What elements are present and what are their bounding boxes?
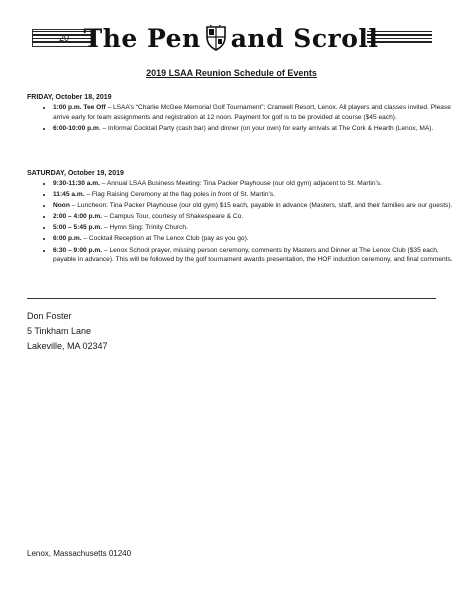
event-text: – Cocktail Reception at The Lenox Club (pay as you go). xyxy=(81,235,249,243)
address-street: 5 Tinkham Lane xyxy=(27,326,92,336)
event-text: – LSAA’s “Charlie McGee Memorial Golf Tournament”; Cranwell Resort, Lenox. All players and classes invited. Please arrive early for team assignments and registration at 12 noon. Payment for golf is to be provided at course ($45 each). xyxy=(53,104,451,121)
event-text: – Luncheon: Tina Packer Playhouse (our old gym) $15 each, payable in advance (Masters, staff, and their families are our guests). xyxy=(69,202,453,210)
list-item xyxy=(53,234,453,244)
event-time: 9:30-11:30 a.m. xyxy=(53,180,100,187)
event-text: – Campus Tour, courtesy of Shakespeare & Co. xyxy=(102,213,244,221)
address-name: Don Foster xyxy=(27,311,72,321)
list-item xyxy=(53,201,453,211)
section-divider xyxy=(27,298,436,299)
masthead xyxy=(83,18,379,58)
event-text: – Flag Raising Ceremony at the flag poles in front of St. Martin’s. xyxy=(84,191,275,199)
event-time: 6:30 – 9:00 p.m. xyxy=(53,246,103,254)
event-time: 11:45 a.m. xyxy=(53,191,85,199)
event-time: 1:00 p.m. Tee Off xyxy=(53,104,106,111)
event-time: 6:00-10:00 p.m xyxy=(53,124,99,132)
list-item xyxy=(53,212,453,222)
friday-event-list xyxy=(33,103,453,135)
address-city-line: Lakeville, MA 02347 xyxy=(27,341,108,351)
list-item xyxy=(53,124,453,134)
event-time: Noon xyxy=(53,202,70,210)
list-item xyxy=(53,223,453,233)
masthead-title-left: The Pen xyxy=(83,23,201,53)
day-heading-friday: FRIDAY, October 18, 2019 xyxy=(27,94,112,101)
event-text: – Annual LSAA Business Meeting: Tina Packer Playhouse (our old gym) adjacent to St. Martin’s. xyxy=(99,180,383,187)
list-item xyxy=(53,103,453,122)
masthead-title-right: and Scroll xyxy=(230,23,379,53)
list-item xyxy=(53,246,453,265)
event-text: . – Informal Cocktail Party (cash bar) and dinner (on your own) for early arrivals at The Cork & Hearth (Lenox, MA). xyxy=(98,124,434,132)
document-title: 2019 LSAA Reunion Schedule of Events xyxy=(146,68,317,78)
event-text: – Lenox School prayer, missing person ceremony, comments by Masters and Dinner at The Lenox Club ($35 each, payable in advance). This will be followed by the golf tournament awards presentation, the HOF induction ceremony, and final comments. xyxy=(53,246,453,264)
return-address: Lenox, Massachusetts 01240 xyxy=(27,549,132,558)
list-item xyxy=(53,179,453,189)
list-item xyxy=(53,190,453,200)
event-text: – Hymn Sing: Trinity Church. xyxy=(102,224,188,232)
event-time: 6:00 p.m. xyxy=(53,235,82,243)
day-heading-saturday: SATURDAY, October 19, 2019 xyxy=(27,170,124,177)
saturday-event-list xyxy=(33,179,453,266)
event-time: 2:00 – 4:00 p.m. xyxy=(53,213,103,221)
event-time: 5:00 – 5:45 p.m. xyxy=(53,224,103,232)
shield-crest-icon xyxy=(205,25,227,51)
